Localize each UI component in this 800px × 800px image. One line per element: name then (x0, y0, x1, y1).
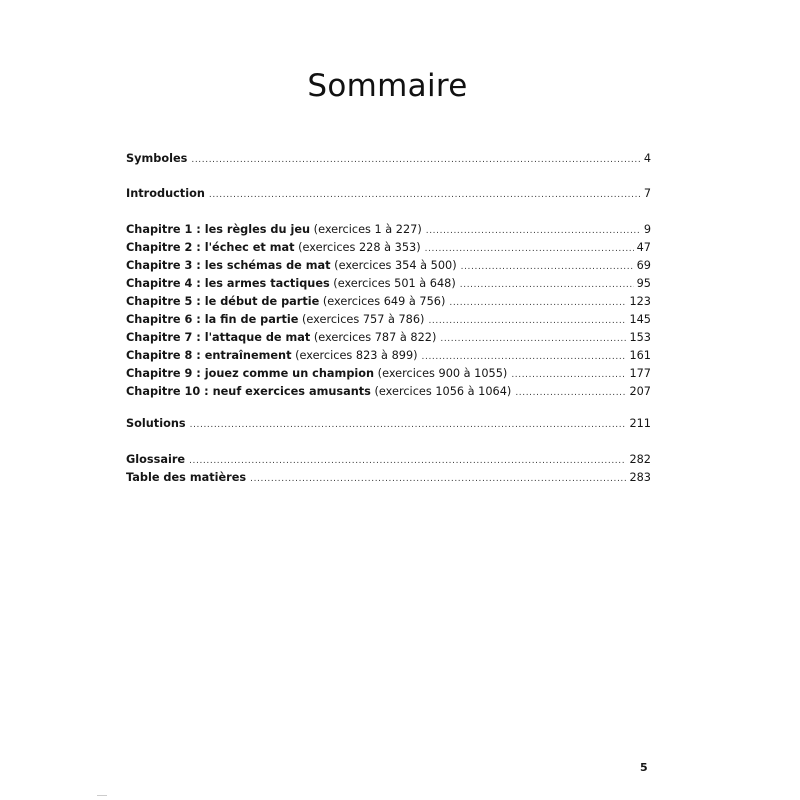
toc-page-number: 47 (636, 241, 651, 254)
dot-leader (440, 330, 626, 348)
page-title: Sommaire (307, 68, 468, 104)
toc-entry-chapitre-4[interactable] (126, 275, 651, 293)
dot-leader (426, 222, 641, 240)
dot-leader (460, 276, 634, 294)
toc-entry-introduction[interactable] (126, 185, 651, 203)
toc-entry-label: Chapitre 5 : le début de partie (exercices 649 à 756) (126, 295, 446, 308)
dot-leader (189, 452, 626, 470)
toc-entry-label: Symboles (126, 152, 188, 165)
toc-entry-label: Introduction (126, 187, 205, 200)
toc-entry-label: Chapitre 7 : l'attaque de mat (exercices 787 à 822) (126, 331, 437, 344)
toc-page-number: 123 (629, 295, 651, 308)
toc-page-number: 145 (629, 313, 651, 326)
toc-entry-chapitre-6[interactable] (126, 311, 651, 329)
toc-entry-symboles[interactable] (126, 150, 651, 168)
toc-page-number: 9 (643, 223, 651, 236)
toc-page-number: 95 (636, 277, 651, 290)
dot-leader (209, 186, 641, 204)
page-number: 5 (640, 761, 648, 774)
dot-leader (250, 470, 626, 488)
toc-entry-chapitre-1[interactable] (126, 221, 651, 239)
dot-leader (425, 240, 634, 258)
toc-entry-label: Chapitre 1 : les règles du jeu (exercices 1 à 227) (126, 223, 422, 236)
dot-leader (191, 151, 640, 169)
dot-leader (515, 384, 626, 402)
toc-entry-label: Chapitre 10 : neuf exercices amusants (exercices 1056 à 1064) (126, 385, 512, 398)
dot-leader (449, 294, 626, 312)
toc-entry-glossaire[interactable] (126, 451, 651, 469)
toc-entry-label: Chapitre 8 : entraînement (exercices 823 à 899) (126, 349, 418, 362)
dot-leader (190, 416, 627, 434)
toc-entry-chapitre-3[interactable] (126, 257, 651, 275)
toc-page-number: 283 (629, 471, 651, 484)
toc-entry-solutions[interactable] (126, 415, 651, 433)
toc-entry-table-des-matieres[interactable] (126, 469, 651, 487)
toc-entry-chapitre-2[interactable] (126, 239, 651, 257)
scan-speck (97, 795, 107, 796)
toc-entry-label: Glossaire (126, 453, 186, 466)
toc-entry-chapitre-9[interactable] (126, 365, 651, 383)
toc-entry-label: Table des matières (126, 471, 247, 484)
toc-page-number: 161 (629, 349, 651, 362)
toc-entry-chapitre-5[interactable] (126, 293, 651, 311)
dot-leader (428, 312, 626, 330)
toc-entry-label: Chapitre 4 : les armes tactiques (exercices 501 à 648) (126, 277, 456, 290)
toc-entry-label: Chapitre 6 : la fin de partie (exercices 757 à 786) (126, 313, 425, 326)
toc-page-number: 4 (643, 152, 651, 165)
dot-leader (422, 348, 627, 366)
toc-page-number: 207 (629, 385, 651, 398)
toc-page-number: 211 (629, 417, 651, 430)
toc-page-number: 153 (629, 331, 651, 344)
toc-page-number: 7 (643, 187, 651, 200)
toc-entry-label: Chapitre 9 : jouez comme un champion (exercices 900 à 1055) (126, 367, 508, 380)
toc-page-number: 282 (629, 453, 651, 466)
dot-leader (461, 258, 634, 276)
toc-entry-label: Solutions (126, 417, 186, 430)
dot-leader (511, 366, 626, 384)
toc-page-number: 177 (629, 367, 651, 380)
toc-entry-label: Chapitre 2 : l'échec et mat (exercices 228 à 353) (126, 241, 421, 254)
toc-entry-chapitre-8[interactable] (126, 347, 651, 365)
toc-page-number: 69 (636, 259, 651, 272)
toc-entry-label: Chapitre 3 : les schémas de mat (exercices 354 à 500) (126, 259, 457, 272)
toc-entry-chapitre-10[interactable] (126, 383, 651, 401)
toc-entry-chapitre-7[interactable] (126, 329, 651, 347)
